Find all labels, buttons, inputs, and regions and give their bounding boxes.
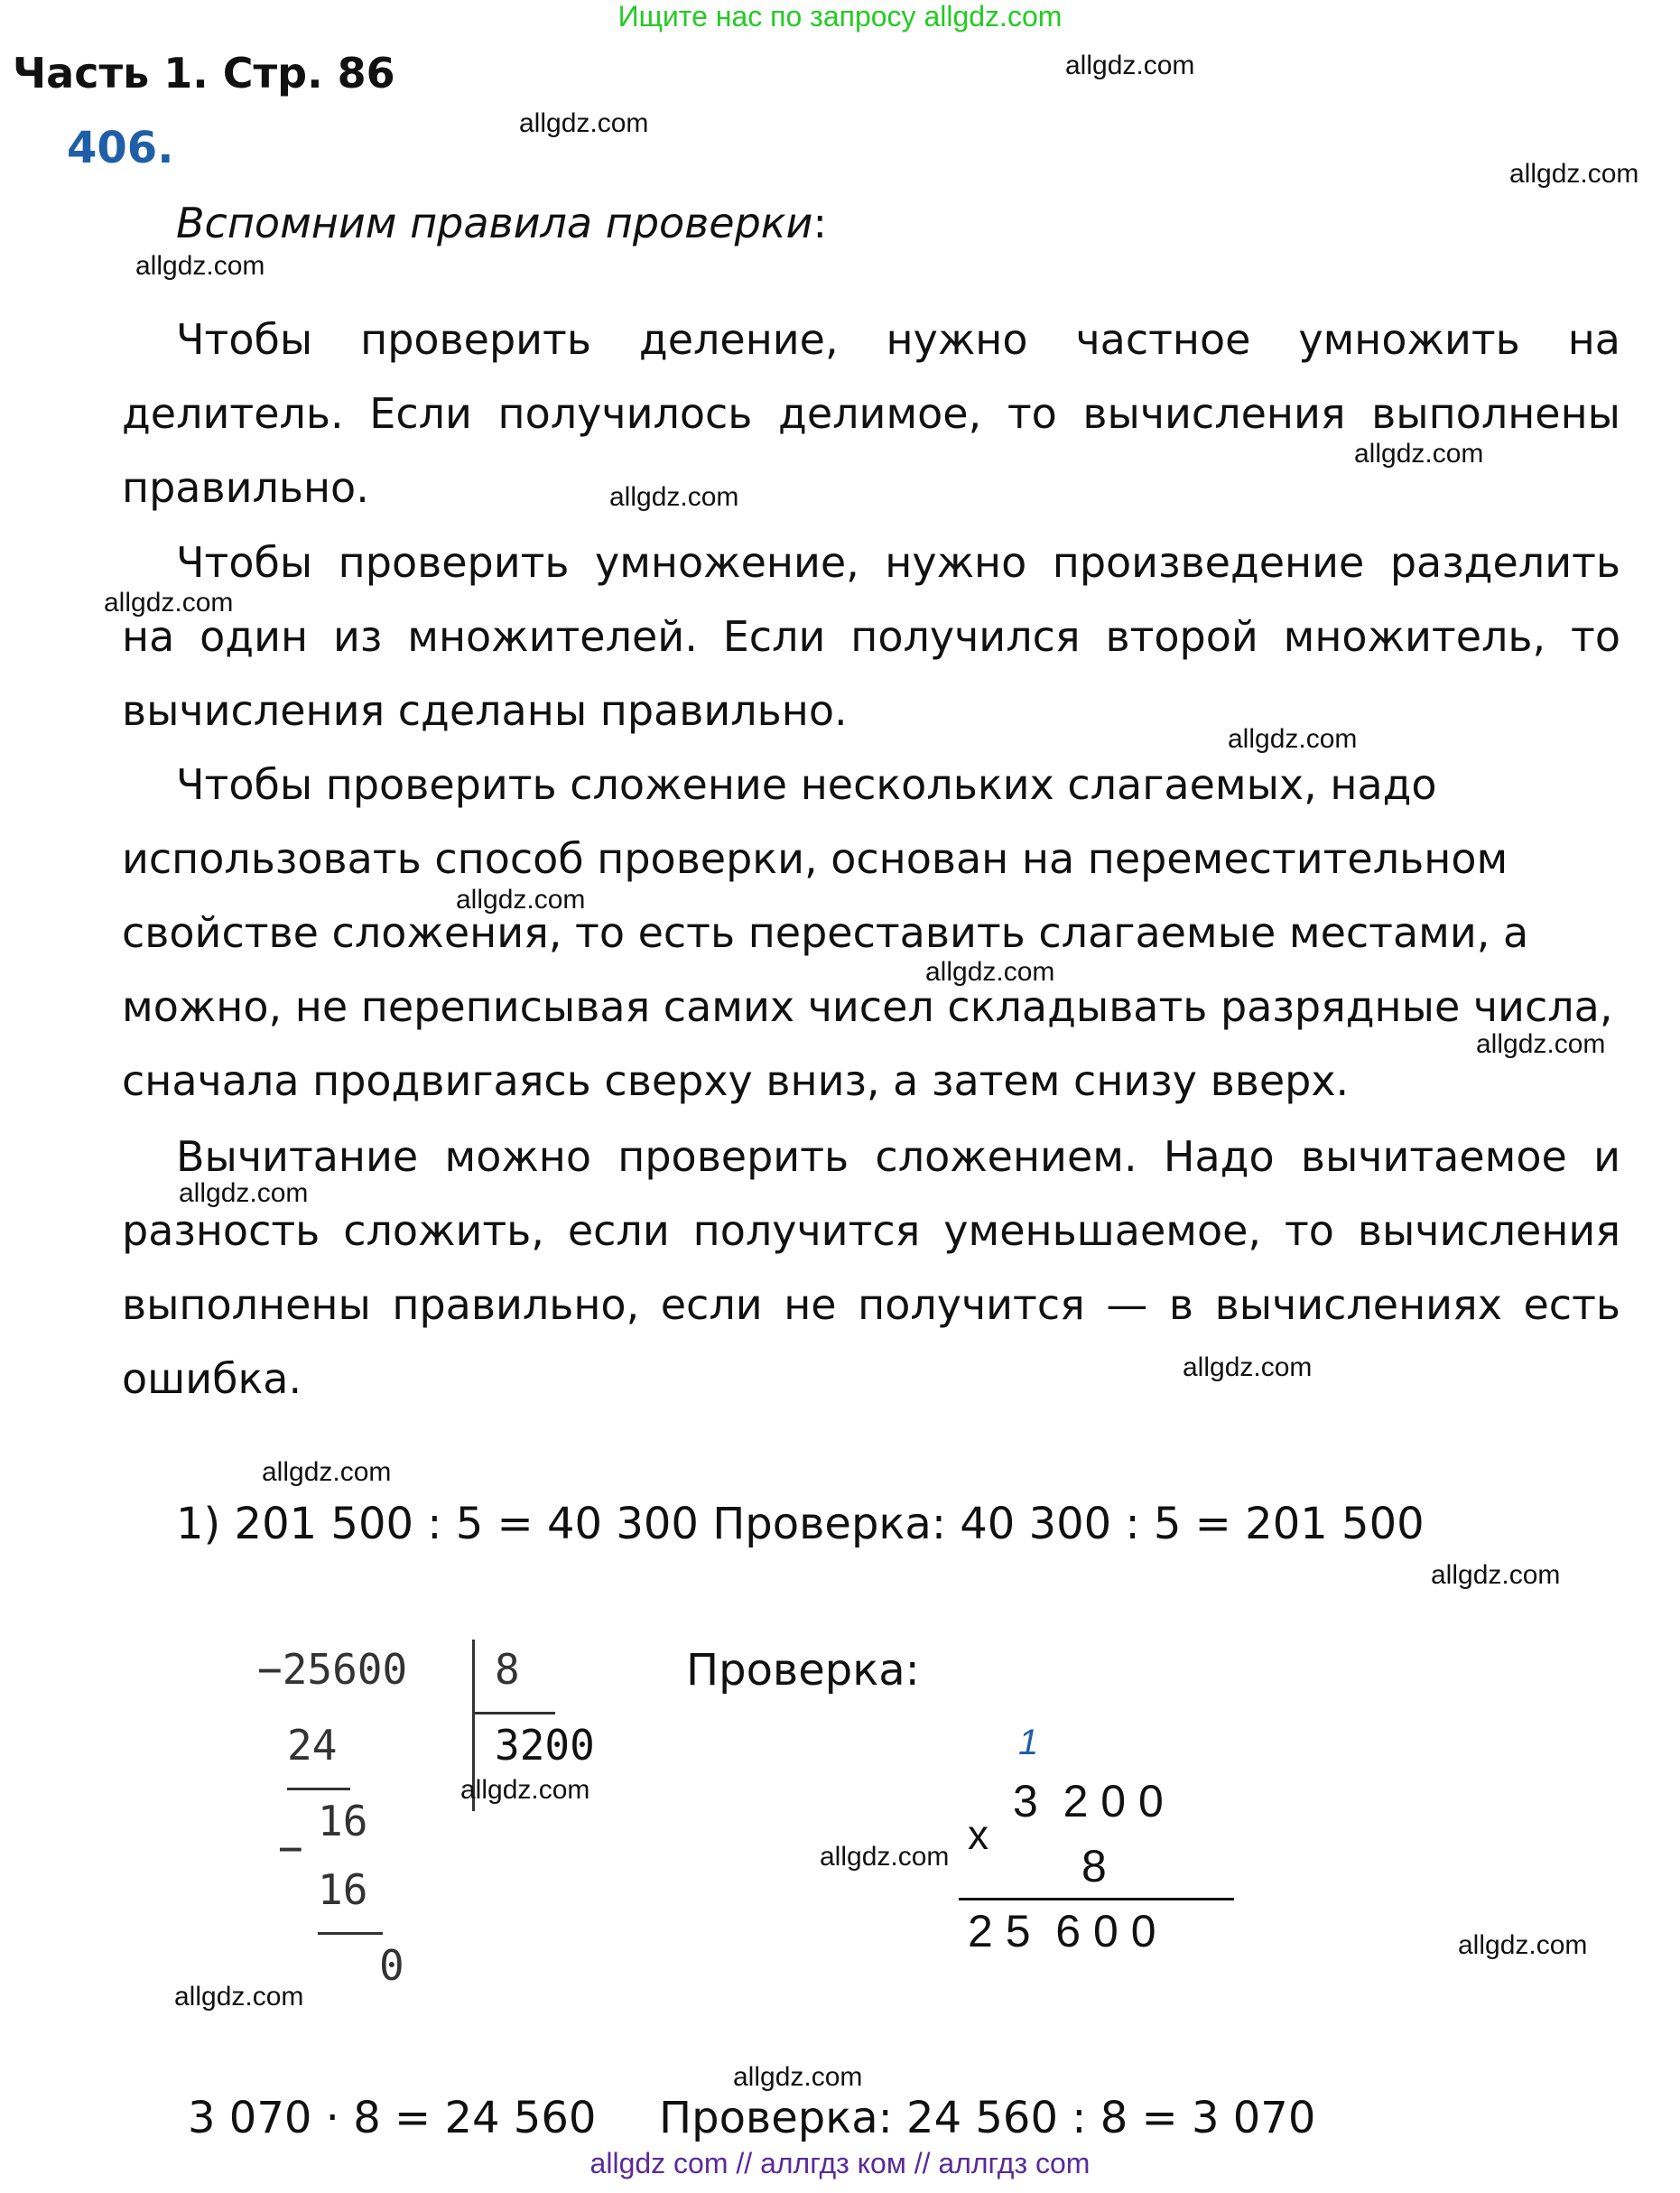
- watermark: allgdz.com: [456, 885, 586, 915]
- rule-multiplication: [122, 525, 1620, 748]
- multiplicand: 3 2 0 0: [1013, 1776, 1164, 1826]
- watermark: allgdz.com: [925, 957, 1055, 987]
- remainder: 0: [379, 1941, 404, 1990]
- equation-2-right: Проверка: 24 560 : 8 = 3 070: [659, 2093, 1316, 2143]
- watermark: allgdz.com: [1458, 1930, 1588, 1960]
- watermark: allgdz.com: [460, 1775, 590, 1805]
- watermark: allgdz.com: [104, 588, 234, 618]
- multiplier: 8: [1081, 1841, 1107, 1891]
- division-horizontal-line: [472, 1712, 555, 1714]
- watermark: allgdz.com: [1476, 1029, 1606, 1059]
- dividend: −25600: [257, 1645, 408, 1694]
- watermark: allgdz.com: [1228, 724, 1358, 754]
- rule-subtraction: [122, 1120, 1620, 1416]
- watermark: allgdz.com: [179, 1178, 309, 1208]
- rule-division-text: Чтобы проверить деление, нужно частное умножить на делитель. Если получилось делимое, то вычисления выполнены правильно.: [122, 315, 1620, 512]
- watermark: allgdz.com: [135, 251, 265, 281]
- step-2: 16: [318, 1797, 368, 1845]
- task-number: 406.: [67, 123, 174, 173]
- watermark: allgdz.com: [1354, 439, 1484, 469]
- watermark: allgdz.com: [1431, 1560, 1561, 1590]
- subtitle: [176, 199, 827, 247]
- watermark: allgdz.com: [733, 2062, 863, 2092]
- minus-sign: −: [278, 1824, 303, 1872]
- watermark: allgdz.com: [174, 1982, 304, 2012]
- divisor: 8: [495, 1645, 520, 1694]
- subtitle-text: Вспомним правила проверки: [176, 199, 813, 247]
- multiply-sign: x: [968, 1811, 989, 1858]
- step-3-underline: [318, 1932, 383, 1935]
- rule-multiplication-text: Чтобы проверить умножение, нужно произведение разделить на один из множителей. Если получился второй множитель, то вычисления сделаны правильно.: [122, 538, 1620, 735]
- quotient: 3200: [495, 1721, 595, 1770]
- equation-2-left: 3 070 · 8 = 24 560: [188, 2093, 597, 2143]
- watermark: allgdz.com: [519, 108, 649, 138]
- step-3: 16: [318, 1865, 368, 1914]
- step-1: 24: [287, 1721, 338, 1770]
- check-label: Проверка:: [686, 1645, 920, 1696]
- subtitle-colon: :: [812, 199, 827, 247]
- watermark: allgdz.com: [609, 482, 739, 512]
- footer-links[interactable]: allgdz com // аллгдз ком // аллгдз com: [589, 2147, 1091, 2179]
- watermark: allgdz.com: [1065, 51, 1195, 80]
- rule-subtraction-text: Вычитание можно проверить сложением. Надо вычитаемое и разность сложить, если получится уменьшаемое, то вычисления выполнены правильно, если не получится — в вычислениях есть ошибка.: [122, 1132, 1620, 1403]
- rule-division: [122, 302, 1620, 525]
- rule-addition-text: Чтобы проверить сложение нескольких слагаемых, надо использовать способ проверки, основан на переместительном свойстве сложения, то есть переставить слагаемые местами, а можно, не переписывая самих чисел складывать разрядные числа, сначала продвигаясь сверху вниз, а затем снизу вверх.: [122, 760, 1613, 1105]
- rule-addition: [122, 748, 1620, 1118]
- watermark: allgdz.com: [1509, 159, 1639, 189]
- equation-1: 1) 201 500 : 5 = 40 300 Проверка: 40 300 : 5 = 201 500: [176, 1499, 1425, 1549]
- watermark: allgdz.com: [820, 1842, 950, 1872]
- multiplication-line: [959, 1898, 1234, 1900]
- carry-digit: 1: [1018, 1723, 1039, 1762]
- page-title: Часть 1. Стр. 86: [13, 49, 395, 98]
- watermark: allgdz.com: [262, 1457, 392, 1487]
- product: 2 5 6 0 0: [968, 1906, 1156, 1956]
- watermark: allgdz.com: [1183, 1352, 1313, 1382]
- step-1-underline: [287, 1788, 350, 1790]
- top-banner[interactable]: Ищите нас по запросу allgdz.com: [617, 0, 1063, 33]
